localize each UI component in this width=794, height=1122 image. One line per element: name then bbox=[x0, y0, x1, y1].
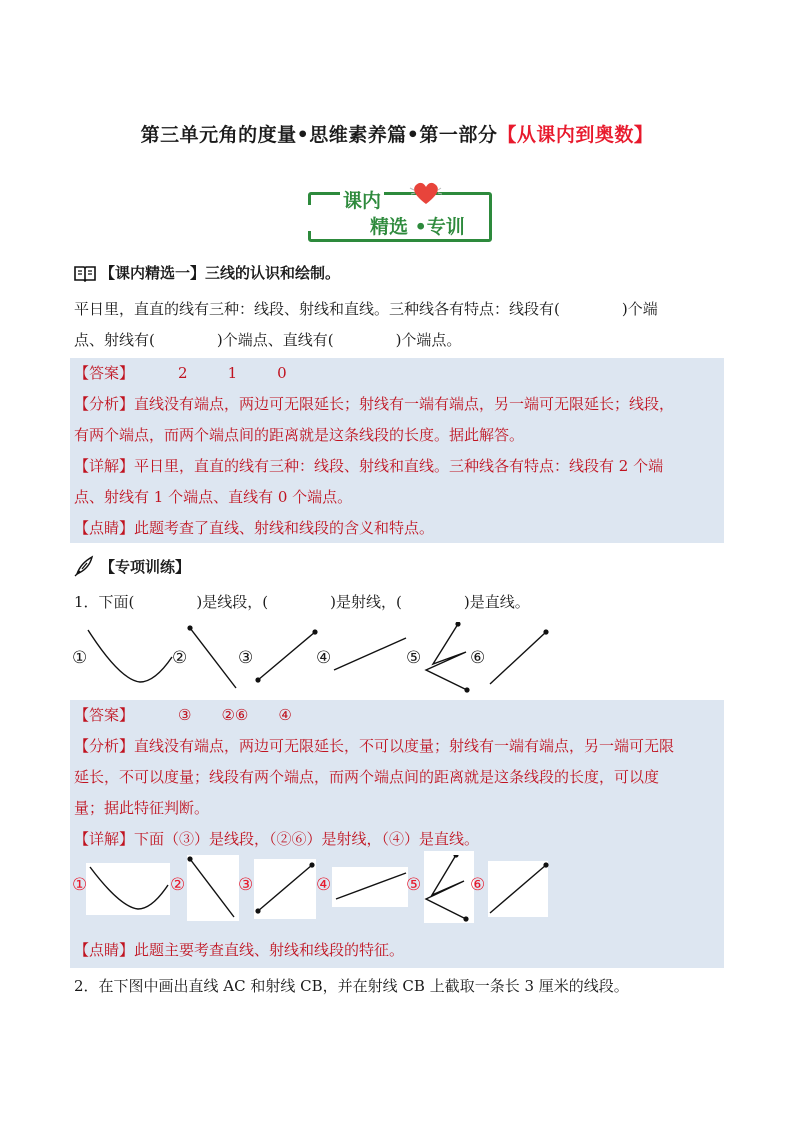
question1-figures bbox=[70, 622, 730, 697]
analysis-line: 【分析】直线没有端点，两边可无限延长，不可以度量；射线有一端有端点，另一端可无限 bbox=[74, 737, 675, 755]
section2-heading bbox=[74, 555, 190, 577]
title-main: 第三单元角的度量•思维素养篇•第一部分 bbox=[140, 124, 498, 146]
ray-figure-6 bbox=[490, 862, 549, 913]
point-line: 【点睛】此题考查了直线、射线和线段的含义和特点。 bbox=[74, 519, 435, 537]
choice-label: ② bbox=[172, 648, 188, 668]
answer-line: 【答案】 ③ ②⑥ ④ bbox=[74, 706, 292, 724]
answer-value: ③ bbox=[178, 706, 192, 724]
title-highlight: 【从课内到奥数】 bbox=[497, 124, 654, 146]
pen-icon bbox=[74, 555, 96, 577]
badge-line2: 精选 •专训 bbox=[368, 212, 467, 239]
curve-figure bbox=[90, 867, 168, 909]
answer-value: ②⑥ bbox=[221, 706, 249, 724]
analysis-line: 【分析】直线没有端点，两边可无限延长；射线有一端有端点，另一端可无限延长；线段， bbox=[74, 395, 675, 413]
section1-heading bbox=[74, 262, 340, 283]
ray-figure-2 bbox=[187, 856, 234, 917]
analysis-line: 有两个端点，而两个端点间的距离就是这条线段的长度。据此解答。 bbox=[74, 426, 525, 444]
detail-line: 【详解】下面（③）是线段，（②⑥）是射线，（④）是直线。 bbox=[74, 830, 480, 848]
section1-heading-text: 【课内精选一】三线的认识和绘制。 bbox=[100, 264, 341, 282]
zigzag-figure bbox=[426, 855, 469, 922]
choice-label: ⑤ bbox=[406, 648, 422, 668]
choice-label: ① bbox=[72, 648, 88, 668]
answer-line: 【答案】 2 1 0 bbox=[74, 364, 287, 382]
segment-figure bbox=[255, 629, 317, 682]
heart-icon bbox=[408, 178, 444, 208]
zigzag-figure bbox=[426, 622, 470, 693]
choice-label: ④ bbox=[316, 648, 332, 668]
detail-line: 【详解】平日里，直直的线有三种：线段、射线和直线。三种线各有特点：线段有 2 个端 bbox=[74, 457, 664, 475]
choice-label: ③ bbox=[238, 648, 254, 668]
figures-svg bbox=[70, 622, 730, 697]
choice-label: ⑤ bbox=[406, 875, 422, 895]
detail-figures-svg bbox=[70, 855, 730, 935]
answer-value: ④ bbox=[278, 706, 292, 724]
answer-value: 0 bbox=[277, 364, 287, 382]
section1-answer-box bbox=[70, 358, 724, 543]
choice-label: ④ bbox=[316, 875, 332, 895]
badge-line1: 课内 bbox=[340, 186, 384, 213]
section1-question bbox=[74, 294, 724, 356]
ray-figure-2 bbox=[187, 625, 236, 688]
choice-label: ② bbox=[170, 875, 186, 895]
segment-figure bbox=[255, 862, 314, 913]
detail-line: 点、射线有 1 个端点、直线有 0 个端点。 bbox=[74, 488, 353, 506]
answer-value: 2 bbox=[178, 364, 188, 382]
section2-heading-text: 【专项训练】 bbox=[100, 557, 191, 576]
analysis-line: 量；据此特征判断。 bbox=[74, 799, 210, 817]
choice-label: ③ bbox=[238, 875, 254, 895]
answer-value: 1 bbox=[227, 364, 238, 382]
choice-label: ⑥ bbox=[470, 648, 486, 668]
question1: 1．下面( )是线段，( )是射线，( )是直线。 bbox=[74, 593, 530, 611]
section-badge bbox=[300, 178, 492, 242]
curve-figure bbox=[88, 630, 172, 682]
section2-answer-box bbox=[70, 700, 724, 968]
line-figure bbox=[336, 873, 406, 899]
choice-label: ① bbox=[72, 875, 88, 895]
analysis-line: 延长，不可以度量；线段有两个端点，而两个端点间的距离就是这条线段的长度，可以度 bbox=[74, 768, 660, 786]
question-line2: 点、射线有( )个端点、直线有( )个端点。 bbox=[74, 331, 462, 349]
question-line1: 平日里，直直的线有三种：线段、射线和直线。三种线各有特点：线段有( )个端 bbox=[74, 300, 658, 318]
point-line: 【点睛】此题主要考查直线、射线和线段的特征。 bbox=[74, 941, 405, 959]
detail-figures bbox=[70, 855, 724, 935]
line-figure bbox=[334, 638, 406, 670]
page-title bbox=[0, 120, 794, 147]
ray-figure-6 bbox=[490, 629, 549, 684]
question2: 2．在下图中画出直线 AC 和射线 CB，并在射线 CB 上截取一条长 3 厘米的线段。 bbox=[74, 977, 629, 995]
book-icon bbox=[74, 264, 96, 282]
choice-label: ⑥ bbox=[470, 875, 486, 895]
